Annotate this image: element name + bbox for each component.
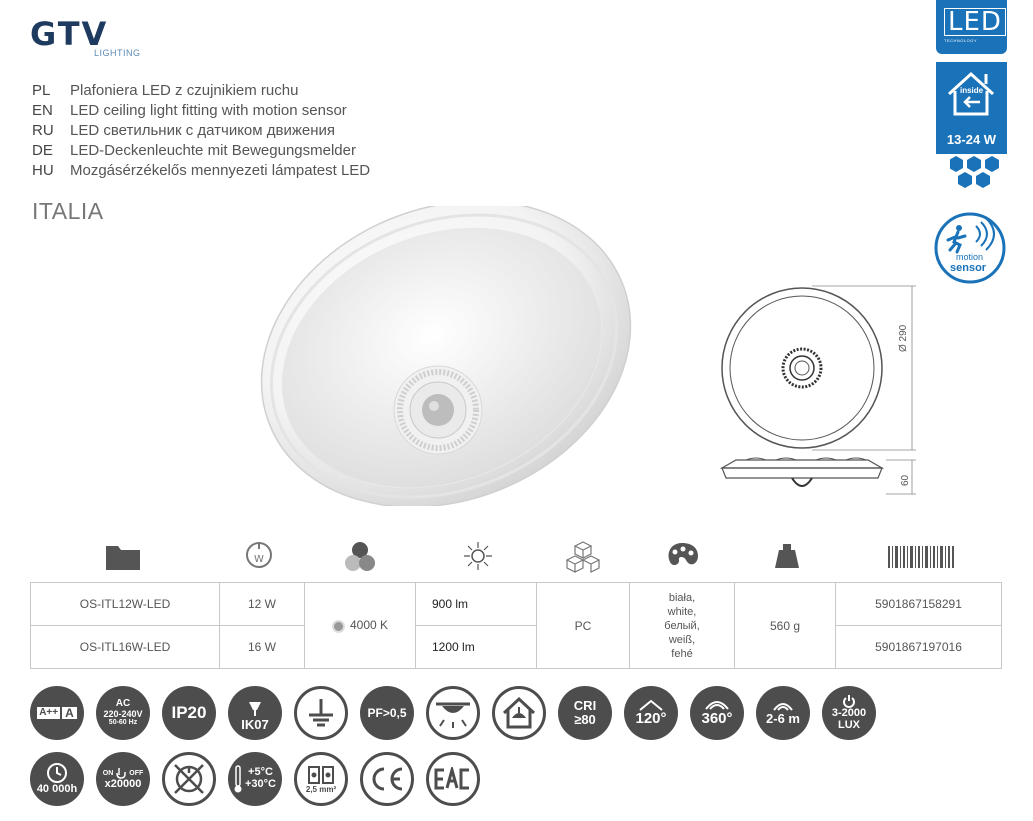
wire-section-icon [294, 752, 348, 806]
side-view-drawing [716, 456, 924, 514]
power-cell: 12 W [220, 583, 305, 626]
detection-angle-icon [690, 686, 744, 740]
beam-angle-label: 120° [635, 710, 667, 728]
voltage-ac: AC [115, 698, 131, 710]
clock-icon [46, 762, 68, 784]
brand-logo [30, 15, 141, 60]
color-icon [664, 540, 700, 572]
lux-unit: LUX [838, 719, 860, 731]
lang-code: RU [32, 122, 54, 139]
weight-cell: 560 g [735, 583, 836, 669]
detection-range-icon [756, 686, 810, 740]
lang-text: Mozgásérzékelős mennyezeti lámpatest LED [70, 162, 371, 179]
svg-text:W: W [254, 554, 264, 565]
product-descriptions [32, 81, 370, 181]
barcode-icon [886, 544, 956, 570]
ean-cell: 5901867197016 [836, 626, 1002, 669]
temperature-cell [305, 583, 416, 669]
eac-mark-icon [426, 752, 480, 806]
ip20-icon: IP20 [162, 686, 216, 740]
material-icon [566, 540, 600, 574]
ean-cell: 5901867158291 [836, 583, 1002, 626]
lux-range: 3-2000 [831, 707, 867, 720]
watt-icon [244, 540, 274, 570]
inside-label: inside [960, 86, 984, 95]
color-hu: fehé [671, 647, 693, 660]
led-technology-badge [936, 0, 1007, 54]
beam-angle-icon [624, 686, 678, 740]
spec-header-icons [30, 538, 1002, 578]
lang-code: HU [32, 162, 54, 179]
dimmer-crossed-icon [169, 759, 209, 799]
color-cell [630, 583, 735, 669]
indoor-use-icon [492, 686, 546, 740]
terminal-block-icon [306, 764, 336, 786]
material-cell: PC [537, 583, 630, 669]
model-name: ITALIA [32, 198, 104, 224]
lang-text: LED ceiling light fitting with motion sensor [70, 102, 347, 119]
power-range-badge: 13-24 W [936, 126, 1007, 154]
lang-row-de [32, 141, 370, 161]
energy-label: A [62, 707, 77, 720]
lumen-icon [462, 540, 494, 572]
thermometer-icon [234, 764, 242, 794]
power-factor-icon: PF>0,5 [360, 686, 414, 740]
height-dimension: 60 [900, 474, 911, 486]
lang-row-ru [32, 121, 370, 141]
earthing-icon [294, 686, 348, 740]
hammer-icon [243, 700, 267, 718]
temperature-dot-icon [332, 620, 345, 633]
motion-sensor-badge [934, 212, 1006, 284]
lang-row-hu [32, 161, 370, 181]
diameter-dimension: Ø 290 [898, 324, 909, 352]
brand-sub: LIGHTING [94, 48, 141, 58]
eac-symbol-icon [434, 767, 472, 791]
lifetime-icon [30, 752, 84, 806]
product-photo [252, 206, 640, 506]
voltage-range: 220-240V [103, 708, 143, 719]
ground-symbol-icon [303, 695, 339, 731]
spec-table [30, 582, 1002, 668]
voltage-icon [96, 686, 150, 740]
wire-label: 2,5 mm² [305, 784, 337, 794]
color-pl: biała, [668, 591, 696, 604]
lumen-cell: 1200 lm [416, 626, 537, 669]
ik07-icon [228, 686, 282, 740]
cri-icon [558, 686, 612, 740]
lang-code: EN [32, 102, 53, 119]
folder-icon [104, 542, 144, 572]
lang-row-en [32, 101, 370, 121]
table-row [31, 583, 1002, 626]
inside-use-badge [936, 62, 1007, 126]
range-label: 2-6 m [766, 711, 800, 727]
color-temperature-icon [342, 540, 378, 574]
color-ru: белый, [664, 619, 700, 632]
switch-count: x20000 [104, 778, 142, 791]
switch-on-label: ON [102, 769, 114, 777]
ce-mark-icon [360, 752, 414, 806]
lang-text: LED-Deckenleuchte mit Bewegungsmelder [70, 142, 356, 159]
lang-row-pl [32, 81, 370, 101]
product-code-cell: OS-ITL12W-LED [31, 583, 220, 626]
house-lamp-icon [500, 695, 538, 731]
color-en: white, [667, 605, 697, 618]
switch-off-label: OFF [129, 769, 144, 777]
lang-text: Plafoniera LED z czujnikiem ruchu [70, 82, 299, 99]
power-cell: 16 W [220, 626, 305, 669]
led-badge-sub: TECHNOLOGY [944, 38, 978, 43]
weight-icon [774, 542, 800, 570]
motion-label: motion [956, 252, 984, 262]
ceiling-mount-icon [426, 686, 480, 740]
power-symbol-icon [842, 694, 856, 708]
energy-plus-label: A++ [39, 706, 59, 718]
ceiling-lamp-icon [434, 696, 472, 730]
temp-min: +5°C [248, 766, 273, 779]
energy-class-icon [30, 686, 84, 740]
lumen-cell: 900 lm [416, 583, 537, 626]
lang-code: PL [32, 82, 51, 99]
color-de: weiß, [668, 633, 696, 646]
lang-code: DE [32, 142, 53, 159]
table-row [31, 626, 1002, 669]
lifetime-label: 40 000h [36, 783, 78, 796]
operating-temperature-icon [228, 752, 282, 806]
voltage-frequency: 50-60 Hz [108, 719, 138, 727]
brand-name: GTV [30, 15, 109, 53]
lux-icon [822, 686, 876, 740]
ce-symbol-icon [369, 766, 405, 792]
ik-label: IK07 [241, 717, 269, 733]
temp-max: +30°C [244, 778, 276, 790]
cri-label: CRI [573, 698, 597, 714]
cri-value: ≥80 [574, 712, 596, 727]
product-code-cell: OS-ITL16W-LED [31, 626, 220, 669]
lang-text: LED светильник с датчиком движения [70, 122, 336, 139]
no-dimming-icon [162, 752, 216, 806]
switching-cycles-icon [96, 752, 150, 806]
sensor-label: sensor [950, 262, 987, 274]
detection-angle-label: 360° [701, 710, 733, 728]
hexagon-pattern-icon [950, 154, 1000, 192]
top-view-drawing [716, 282, 924, 462]
temperature-value: 4000 K [349, 618, 389, 633]
led-badge-title: LED [944, 8, 1006, 36]
